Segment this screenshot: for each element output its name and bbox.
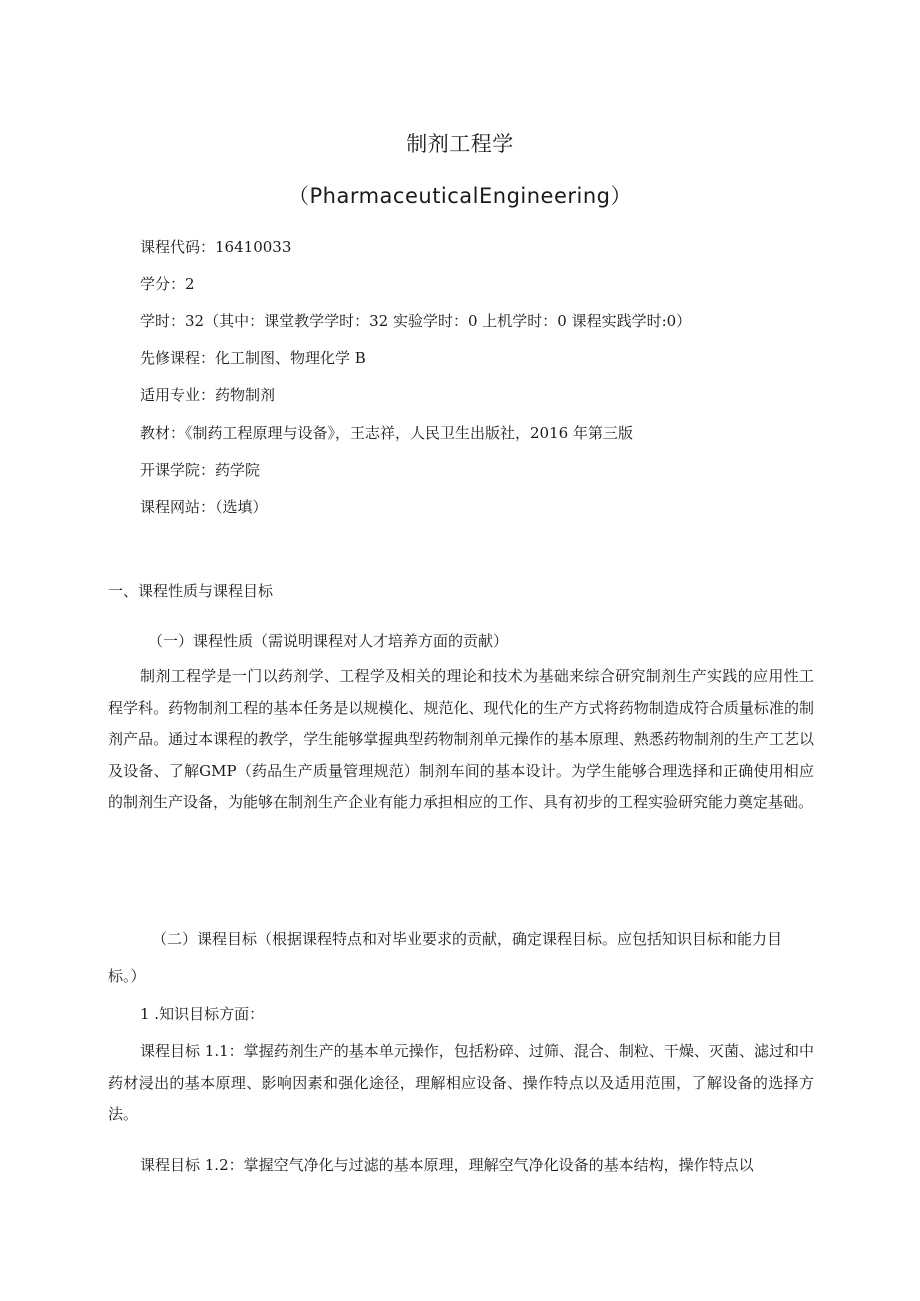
credit-label: 学分： (140, 275, 186, 293)
course-code-line (140, 236, 291, 257)
prerequisite-line (140, 347, 366, 368)
course-code-label: 课程代码： (140, 238, 216, 256)
credit-line (140, 273, 195, 294)
hours-line (140, 310, 691, 331)
course-code-value: 16410033 (215, 238, 292, 256)
section-heading: 一、课程性质与课程目标 (108, 582, 274, 600)
course-nature-paragraph: 制剂工程学是一门以药剂学、工程学及相关的理论和技术为基础来综合研究制剂生产实践的应用性工程学科。药物制剂工程的基本任务是以规模化、规范化、现代化的生产方式将药物制造成符合质量标准的制剂产品。通过本课程的教学，学生能够掌握典型药物制剂单元操作的基本原理、熟悉药物制剂的生产工艺以及设备、了解GMP（药品生产质量管理规范）制剂车间的基本设计。为学生能够合理选择和正确使用相应的制剂生产设备，为能够在制剂生产企业有能力承担相应的工作、具有初步的工程实验研究能力奠定基础。 (108, 667, 814, 811)
hours-value: 32（其中：课堂教学学时：32 实验学时：0 上机学时：0 课程实践学时:0） (185, 312, 692, 330)
major-line (140, 384, 275, 405)
document-title: 制剂工程学 (406, 132, 514, 156)
website-label: 课程网站： (140, 498, 216, 516)
major-value: 药物制剂 (215, 386, 276, 404)
course-goals-prefix: （二） (152, 930, 198, 948)
course-goals-note: （根据课程特点和对毕业要求的贡献，确定课程目标。应包括知识目标和能力目 (257, 930, 783, 948)
course-goals-label: 课程目标 (197, 930, 258, 948)
goal-1-1-paragraph: 课程目标 1.1：掌握药剂生产的基本单元操作，包括粉碎、过筛、混合、制粒、干燥、灭菌、滤过和中药材浸出的基本原理、影响因素和强化途径，理解相应设备、操作特点以及适用范围，了解设备的选择方法。 (108, 1042, 814, 1123)
college-label: 开课学院： (140, 461, 216, 479)
course-goals-note-continued: 标。） (108, 967, 146, 985)
course-nature-heading (148, 630, 508, 651)
course-nature-label: （一）课程性质 (148, 632, 254, 650)
document-title-english: （PharmaceuticalEngineering） (287, 184, 633, 208)
website-value: （选填） (215, 498, 268, 516)
course-goals-heading (152, 928, 782, 949)
textbook-value: 《制药工程原理与设备》，王志祥，人民卫生出版社，2016 年第三版 (185, 424, 633, 442)
college-line (140, 459, 260, 480)
hours-label: 学时： (140, 312, 186, 330)
website-line (140, 496, 268, 517)
major-label: 适用专业： (140, 386, 216, 404)
textbook-label: 教材： (140, 424, 186, 442)
prerequisite-value: 化工制图、物理化学 B (215, 349, 366, 367)
textbook-line (140, 422, 633, 443)
credit-value: 2 (185, 275, 195, 293)
knowledge-goals-heading: 1 .知识目标方面： (140, 1005, 265, 1023)
college-value: 药学院 (215, 461, 261, 479)
course-nature-note: （需说明课程对人才培养方面的贡献） (253, 632, 509, 650)
prerequisite-label: 先修课程： (140, 349, 216, 367)
goal-1-2-line: 课程目标 1.2：掌握空气净化与过滤的基本原理，理解空气净化设备的基本结构，操作特点以 (140, 1156, 754, 1174)
